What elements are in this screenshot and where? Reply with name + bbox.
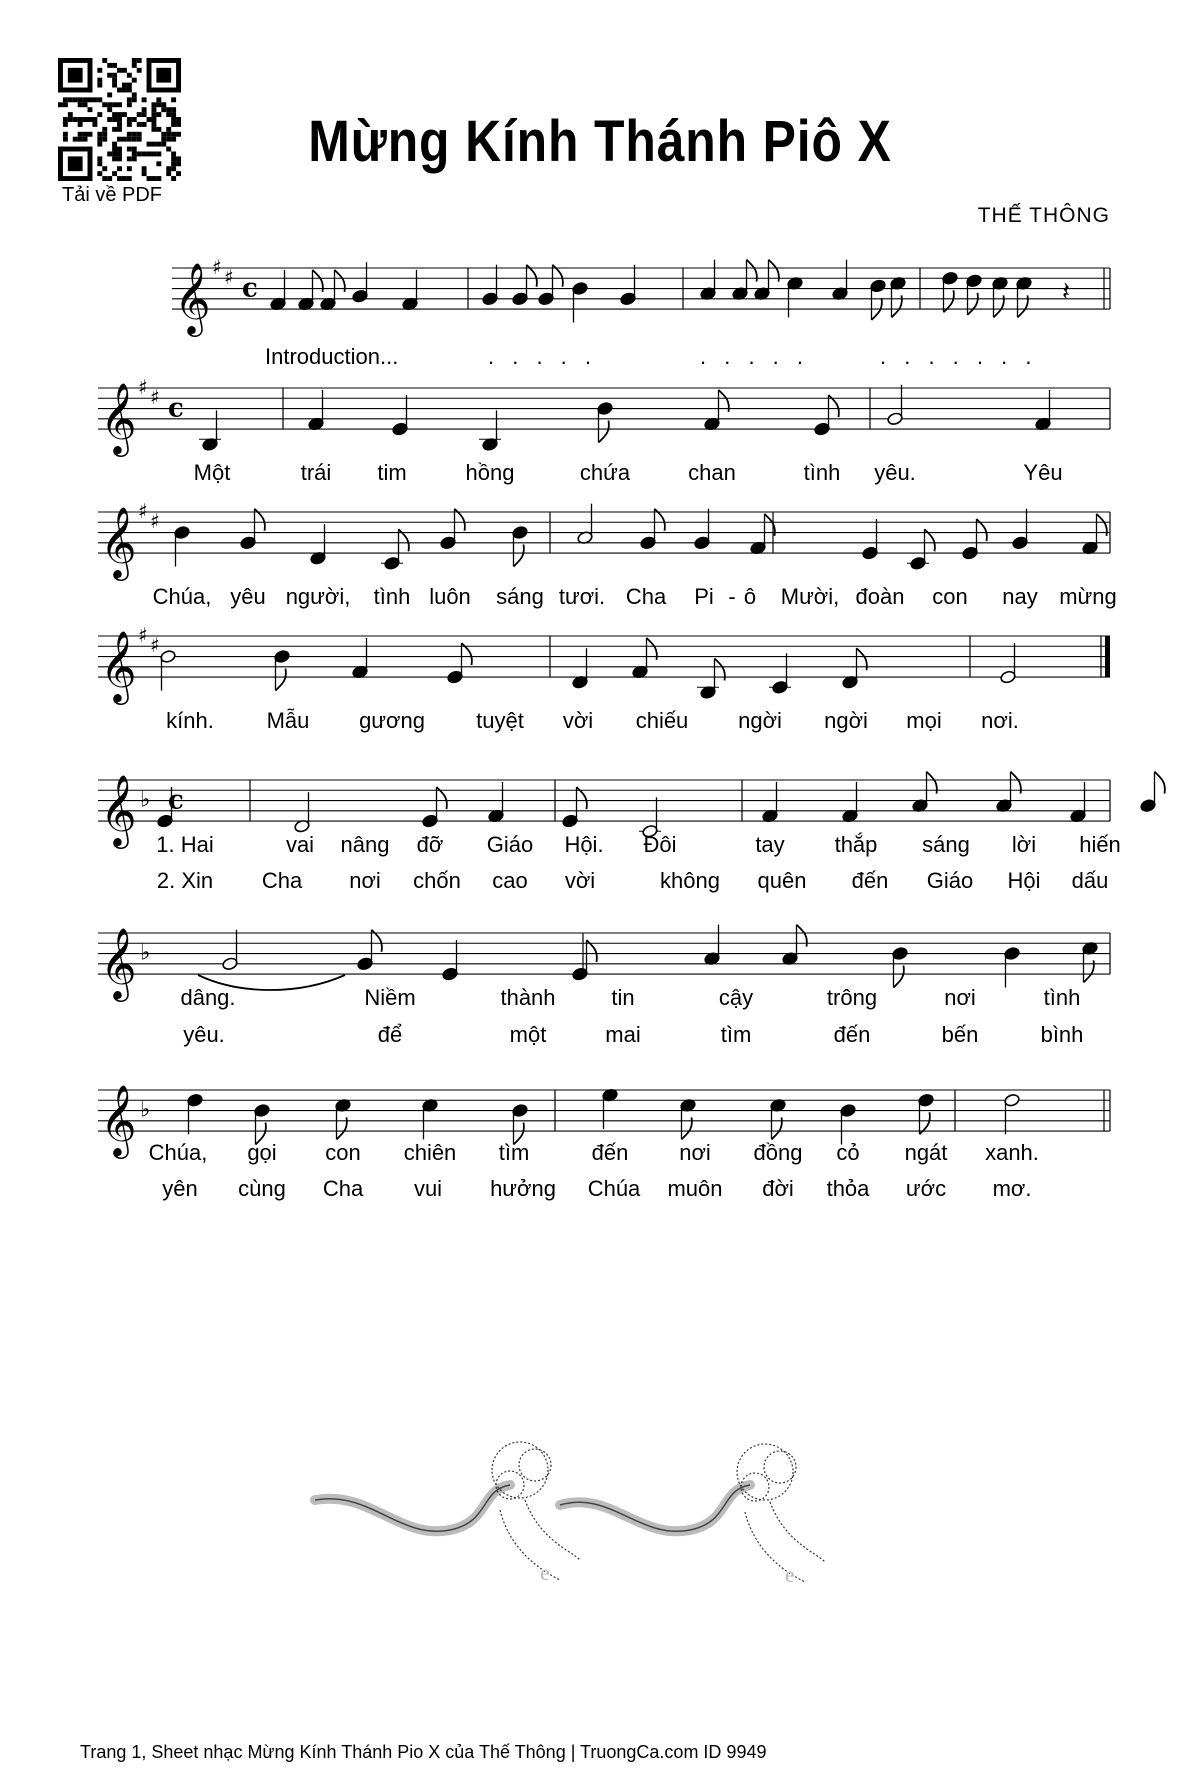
note-head: [1000, 670, 1017, 684]
sharp-sign: ♯: [212, 255, 222, 279]
note-head: [942, 271, 959, 285]
lyric-word: nơi: [944, 985, 976, 1010]
lyric-word: bình: [1040, 1022, 1084, 1047]
sharp-sign: ♯: [150, 633, 160, 657]
lyric-word: -: [728, 584, 736, 609]
lyric-word: mai: [605, 1022, 641, 1047]
lyric-word: nơi.: [981, 708, 1019, 733]
note-head: [870, 279, 887, 293]
lyric-word: hồng: [465, 460, 515, 485]
lyric-word: bến: [941, 1022, 979, 1047]
note-head: [422, 814, 439, 828]
lyric-word: vời: [564, 868, 596, 893]
final-barline: [1105, 636, 1110, 677]
note-head: [352, 289, 369, 303]
lyric-word: Hội: [1007, 868, 1041, 893]
lyric-word: quên: [757, 868, 807, 893]
note-head: [840, 1103, 857, 1117]
lyric-word: thắp: [834, 832, 878, 857]
lyric-word: đến: [851, 868, 889, 893]
sharp-sign: ♯: [224, 265, 234, 289]
lyric-word: vai: [285, 832, 315, 857]
composer-name: THẾ THÔNG: [977, 204, 1110, 227]
lyric-word: nay: [1002, 584, 1038, 609]
time-signature: c: [242, 273, 258, 304]
lyric-word: đồng: [753, 1140, 803, 1165]
lyric-word: Cha: [322, 1176, 364, 1201]
sharp-sign: ♯: [150, 385, 160, 409]
lyric-word: tình: [1043, 985, 1081, 1010]
time-signature: c: [168, 393, 184, 424]
lyric-word: tim: [377, 460, 407, 485]
lyric-word: hưởng: [490, 1176, 556, 1201]
lyric-word: Mẫu: [266, 708, 310, 733]
note-flag: [276, 669, 286, 691]
lyric-word: tình: [373, 584, 411, 609]
note-head: [966, 274, 983, 288]
note-head: [440, 536, 457, 550]
lyric-word: trái: [300, 460, 332, 485]
lyric-word: Giáo: [926, 868, 974, 893]
time-signature: c: [168, 785, 184, 816]
lyric-word: Yêu: [1023, 460, 1063, 485]
note-head: [442, 967, 459, 981]
lyric-word: Hội.: [564, 832, 604, 857]
lyric-word: Niềm: [364, 985, 416, 1010]
lyric-word: nơi: [349, 868, 381, 893]
note-head: [572, 281, 589, 295]
lyric-word: Cha: [625, 584, 667, 609]
lyric-word: yêu: [230, 584, 266, 609]
sharp-sign: ♯: [138, 499, 148, 523]
note-head: [512, 525, 529, 539]
intro-label: Introduction...: [265, 344, 399, 369]
note-head: [910, 556, 927, 570]
note-head: [512, 292, 529, 306]
lyric-word: thành: [500, 985, 556, 1010]
lyric-word: sáng: [496, 584, 544, 609]
lyric-word: yêu.: [874, 460, 916, 485]
lyric-word: Giáo: [486, 832, 534, 857]
lyric-word: vời: [562, 708, 594, 733]
note-head: [1004, 946, 1021, 960]
note-head: [862, 546, 879, 560]
lyric-word: Mười,: [780, 584, 840, 609]
lyric-word: Chúa: [587, 1176, 641, 1201]
note-head: [174, 525, 191, 539]
note-head: [240, 536, 257, 550]
note-head: [597, 401, 614, 415]
lyric-word: xanh.: [985, 1140, 1039, 1165]
lyric-word: mơ.: [992, 1176, 1032, 1201]
lyric-word: yêu.: [183, 1022, 225, 1047]
lyric-word: tin: [611, 985, 635, 1010]
note-head: [887, 412, 904, 426]
lyric-word: nơi: [679, 1140, 711, 1165]
lyric-word: tìm: [498, 1140, 530, 1165]
flat-sign: ♭: [140, 1097, 151, 1123]
lyric-word: trông: [826, 985, 878, 1010]
note-head: [254, 1103, 271, 1117]
lyric-word: chốn: [413, 868, 461, 893]
note-head: [1004, 1093, 1021, 1107]
lyric-word: sáng: [922, 832, 970, 857]
lyric-word: tay: [755, 832, 785, 857]
lyric-word: gọi: [247, 1140, 277, 1165]
lyric-word: ô: [743, 584, 757, 609]
note-head: [772, 680, 789, 694]
note-head: [918, 1093, 935, 1107]
treble-clef: 𝄞: [100, 926, 137, 1000]
note-head: [1012, 536, 1029, 550]
lyric-word: người,: [285, 584, 351, 609]
lyric-word: ước: [905, 1176, 947, 1201]
lyric-word: Đôi: [643, 832, 677, 857]
lyric-word: ngời: [738, 708, 782, 733]
lyric-word: chiên: [403, 1140, 457, 1165]
lyric-word: không: [660, 868, 720, 893]
svg-text:e: e: [540, 1560, 550, 1585]
note-head: [640, 536, 657, 550]
lyric-word: 2. Xin: [156, 868, 214, 893]
note-head: [892, 946, 909, 960]
lyric-word: Chúa,: [148, 1140, 208, 1165]
floral-ornament: [310, 1430, 870, 1610]
download-pdf-link[interactable]: Tải về PDF: [62, 184, 163, 206]
note-head: [694, 536, 711, 550]
note-head: [222, 957, 239, 971]
note-flag: [514, 545, 524, 567]
lyric-word: cùng: [238, 1176, 286, 1201]
intro-dots: . . . . .: [488, 344, 598, 369]
lyric-word: đỡ: [416, 832, 444, 857]
lyric-word: thỏa: [826, 1176, 870, 1201]
treble-clef: 𝄞: [100, 381, 137, 455]
lyric-word: tình: [803, 460, 841, 485]
lyric-word: một: [509, 1022, 547, 1047]
sharp-sign: ♯: [138, 623, 148, 647]
note-head: [814, 422, 831, 436]
sharp-sign: ♯: [138, 375, 148, 399]
lyric-word: nâng: [340, 832, 390, 857]
lyric-word: yên: [162, 1176, 198, 1201]
lyric-word: ngời: [824, 708, 868, 733]
lyric-word: con: [932, 584, 968, 609]
note-flag: [599, 421, 609, 443]
lyric-word: tươi.: [558, 584, 606, 609]
page-footer: Trang 1, Sheet nhạc Mừng Kính Thánh Pio X của Thế Thông | TruongCa.com ID 9949: [80, 1742, 767, 1762]
lyric-word: cỏ: [836, 1140, 860, 1165]
note-head: [384, 556, 401, 570]
sharp-sign: ♯: [150, 509, 160, 533]
lyric-word: Cha: [261, 868, 303, 893]
flat-sign: ♭: [140, 787, 151, 813]
note-head: [357, 957, 374, 971]
lyric-word: con: [325, 1140, 361, 1165]
song-title: Mừng Kính Thánh Piô X: [308, 109, 892, 174]
lyric-word: đến: [833, 1022, 871, 1047]
quarter-rest: 𝄽: [1062, 277, 1070, 307]
lyric-word: luôn: [429, 584, 471, 609]
lyric-word: muôn: [667, 1176, 723, 1201]
note-head: [562, 814, 579, 828]
lyric-word: đời: [762, 1176, 794, 1201]
note-head: [447, 670, 464, 684]
lyric-word: Pi: [694, 584, 714, 609]
lyric-word: hiến: [1079, 832, 1121, 857]
intro-dots: . . . . . . .: [880, 344, 1038, 369]
lyric-word: tuyệt: [476, 708, 524, 733]
note-head: [160, 649, 177, 663]
treble-clef: 𝄞: [100, 773, 137, 847]
note-head: [962, 546, 979, 560]
flat-sign: ♭: [140, 940, 151, 966]
lyric-word: dấu: [1071, 868, 1109, 893]
note-flag: [968, 293, 978, 315]
lyric-word: mọi: [906, 708, 942, 733]
lyric-word: mừng: [1059, 584, 1117, 609]
note-head: [620, 292, 637, 306]
treble-clef: 𝄞: [100, 629, 137, 703]
lyric-word: ngát: [904, 1140, 948, 1165]
lyric-word: Chúa,: [152, 584, 212, 609]
treble-clef: 𝄞: [174, 261, 211, 335]
lyric-word: cao: [492, 868, 528, 893]
intro-dots: . . . . .: [700, 344, 810, 369]
lyric-word: vui: [413, 1176, 443, 1201]
lyric-word: đến: [591, 1140, 629, 1165]
note-head: [157, 814, 174, 828]
note-head: [187, 1093, 204, 1107]
note-head: [392, 422, 409, 436]
note-head: [572, 967, 589, 981]
treble-clef: 𝄞: [100, 1083, 137, 1157]
lyric-word: chiếu: [635, 708, 689, 733]
note-head: [512, 1103, 529, 1117]
lyric-word: để: [377, 1022, 403, 1047]
note-flag: [1155, 772, 1165, 794]
lyric-word: chứa: [579, 460, 631, 485]
note-head: [274, 649, 291, 663]
lyric-word: cậy: [718, 985, 754, 1010]
note-flag: [894, 966, 904, 988]
lyric-word: đoàn: [855, 584, 905, 609]
lyric-word: chan: [688, 460, 736, 485]
lyric-word: dâng.: [180, 985, 236, 1010]
svg-text:e: e: [785, 1562, 795, 1587]
lyric-word: lời: [1011, 832, 1037, 857]
treble-clef: 𝄞: [100, 505, 137, 579]
lyric-word: gương: [359, 708, 425, 733]
lyric-word: tìm: [720, 1022, 752, 1047]
lyric-word: 1. Hai: [156, 832, 214, 857]
note-head: [1140, 799, 1157, 813]
note-head: [538, 292, 555, 306]
note-head: [482, 292, 499, 306]
lyric-word: Một: [193, 460, 231, 485]
lyric-word: kính.: [166, 708, 214, 733]
